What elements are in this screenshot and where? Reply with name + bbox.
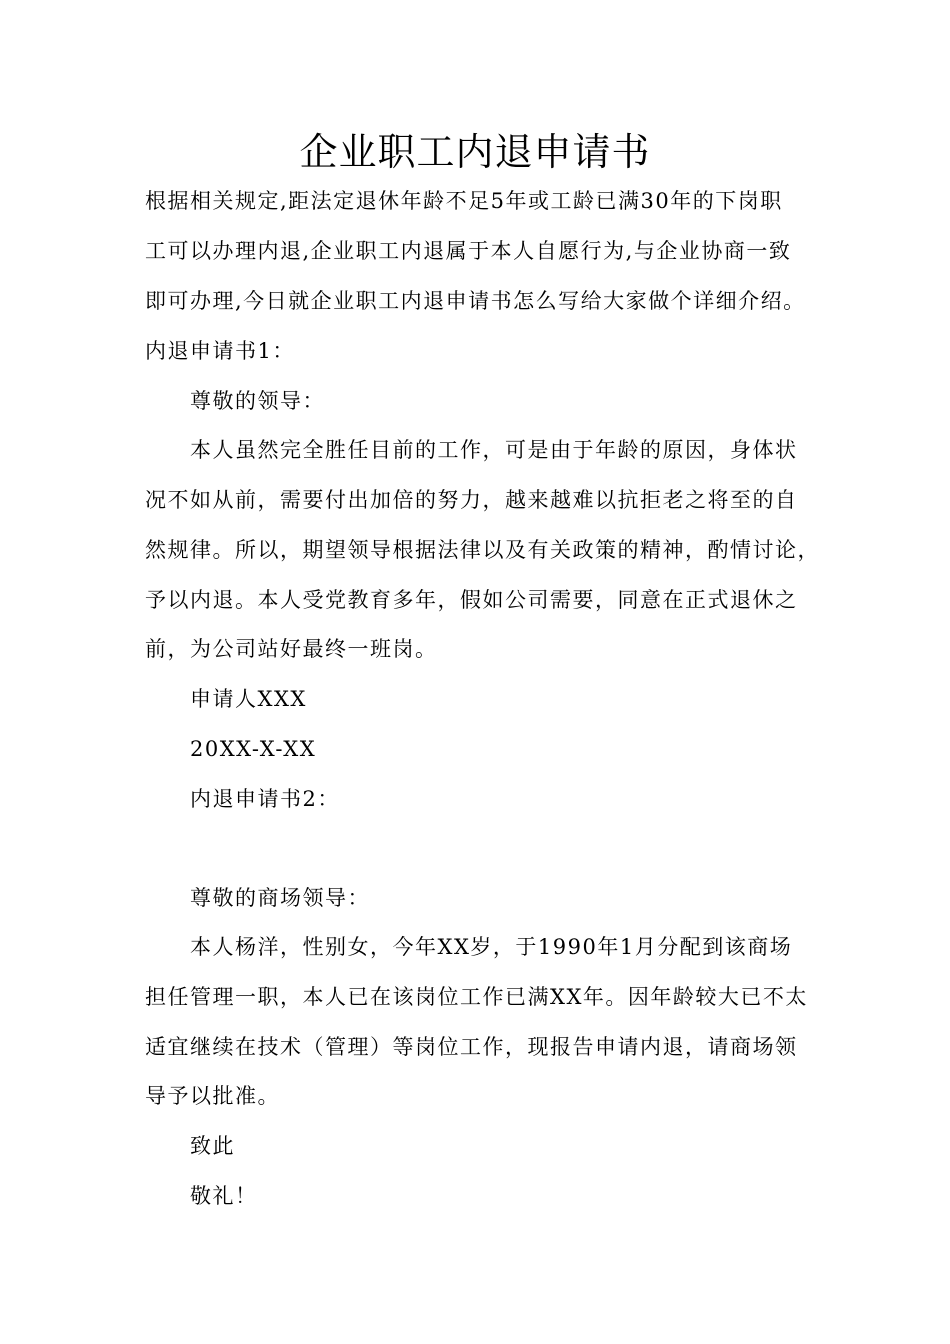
- body-line: 本人杨洋，性别女，今年XX岁，于1990年1月分配到该商场: [190, 935, 793, 959]
- body-line: 根据相关规定,距法定退休年龄不足5年或工龄已满30年的下岗职: [145, 189, 783, 213]
- body-line: 适宜继续在技术（管理）等岗位工作，现报告申请内退，请商场领: [145, 1035, 798, 1059]
- body-line: 导予以批准。: [145, 1084, 280, 1108]
- applicant-signature: 申请人XXX: [190, 687, 307, 711]
- document-title: 企业职工内退申请书: [299, 130, 651, 174]
- body-line: 即可办理,今日就企业职工内退申请书怎么写给大家做个详细介绍。: [145, 289, 806, 313]
- salutation: 尊敬的商场领导：: [190, 886, 370, 910]
- body-line: 工可以办理内退,企业职工内退属于本人自愿行为,与企业协商一致: [145, 239, 792, 263]
- signature-date: 20XX-X-XX: [190, 737, 317, 761]
- body-line: 予以内退。本人受党教育多年，假如公司需要，同意在正式退休之: [145, 588, 798, 612]
- body-line: 然规律。所以，期望领导根据法律以及有关政策的精神，酌情讨论，: [145, 538, 820, 562]
- section-heading: 内退申请书1：: [145, 339, 295, 363]
- closing-line: 致此: [190, 1134, 235, 1158]
- section-heading: 内退申请书2：: [190, 787, 340, 811]
- body-line: 本人虽然完全胜任目前的工作，可是由于年龄的原因，身体状: [190, 438, 798, 462]
- salutation: 尊敬的领导：: [190, 389, 325, 413]
- body-line: 况不如从前，需要付出加倍的努力，越来越难以抗拒老之将至的自: [145, 488, 798, 512]
- body-line: 担任管理一职，本人已在该岗位工作已满XX年。因年龄较大已不太: [145, 985, 808, 1009]
- closing-regards: 敬礼！: [190, 1184, 258, 1208]
- body-line: 前，为公司站好最终一班岗。: [145, 637, 438, 661]
